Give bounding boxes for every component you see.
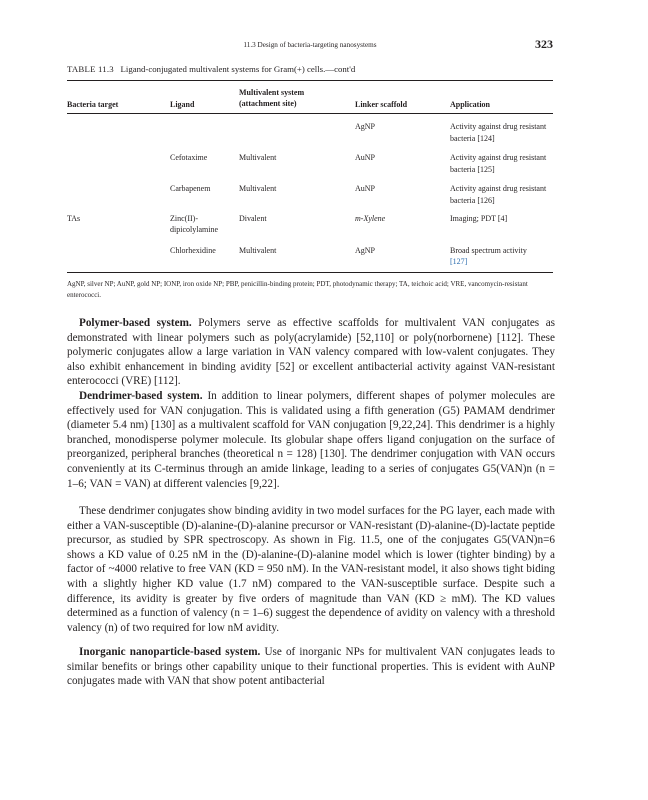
- paragraph-dendrimer: [67, 389, 555, 491]
- row3-ligand-cont: dipicolylamine: [170, 225, 218, 234]
- row0-application: Activity against drug resistant bacteria [124]: [450, 122, 547, 143]
- table-label: TABLE 11.3: [67, 64, 114, 74]
- heading-dendrimer: Dendrimer-based system.: [79, 390, 203, 402]
- paragraph-polymer: [67, 316, 555, 389]
- row2-ligand: Carbapenem: [170, 184, 211, 193]
- table-bottom-rule: [67, 272, 553, 273]
- paragraph-inorganic: [67, 645, 555, 689]
- header-attachment-site: (attachment site): [239, 99, 297, 108]
- row3-application: Imaging; PDT [4]: [450, 214, 508, 223]
- header-application: Application: [450, 100, 491, 109]
- text-dendrimer: In addition to linear polymers, different shapes of polymer molecules are effectively used for VAN conjugation. This is validated using a fifth generation (G5) PAMAM dendrimer (diameter 5.4 nm) [130] as a multivalent scaffold for VAN conjugation [9,22,24]. This dendrimer is a highly branched, monodisperse polymer molecule. Its globular shape offers ligand conjugation on the surface of preorganized, peripheral branches (theoretical n = 128) [130]. The dendrimer conjugation with VAN occurs conveniently at its C-terminus through an amide linkage, leading to a series of conjugates G5(VAN)n (n = 1–6; VAN = VAN) at different valencies [9,22].: [67, 390, 555, 490]
- text-polymer: Polymers serve as effective scaffolds for multivalent VAN conjugates as demonstrated with linear polymers such as poly(acrylamide) [52,110] or poly(norbornene) [112]. These polymeric conjugates allow a large variation in VAN valency compared with low-valent conjugates. They also exhibit enhancement in binding avidity [52] or excellent antibacterial activity against VAN-resistant enterococci (VRE) [112].: [67, 317, 556, 388]
- row3-system: Divalent: [239, 214, 267, 223]
- text-inorganic: Use of inorganic NPs for multivalent VAN conjugates leads to similar benefits or brings other capability unique to their functional properties. This is evident with AuNP conjugates made with VAN that show potent antibacterial: [67, 646, 556, 688]
- header-linker-scaffold: Linker scaffold: [355, 100, 408, 109]
- row3-ligand: Zinc(II)-: [170, 214, 198, 223]
- row2-system: Multivalent: [239, 184, 277, 193]
- header-ligand: Ligand: [170, 100, 195, 109]
- header-bacteria-target: Bacteria target: [67, 100, 119, 109]
- row1-ligand: Cefotaxime: [170, 153, 208, 162]
- table-caption: [67, 64, 355, 74]
- page-number: 323: [535, 37, 553, 51]
- row3-linker: m-Xylene: [355, 214, 386, 223]
- table-caption-text: Ligand-conjugated multivalent systems for Gram(+) cells.—cont'd: [120, 64, 356, 74]
- row4-application-ref: [127]: [450, 257, 468, 266]
- row1-application: Activity against drug resistant bacteria [125]: [450, 153, 547, 174]
- row2-linker: AuNP: [355, 184, 376, 193]
- table-header-rule: [67, 113, 553, 114]
- row4-application: Broad spectrum activity: [450, 246, 527, 255]
- row2-application: Activity against drug resistant bacteria [126]: [450, 184, 547, 205]
- row4-linker: AgNP: [355, 246, 376, 255]
- running-head: [67, 37, 553, 55]
- heading-inorganic: Inorganic nanoparticle-based system.: [79, 646, 261, 658]
- running-title: 11.3 Design of bacteria-targeting nanosystems: [243, 41, 377, 49]
- row1-linker: AuNP: [355, 153, 376, 162]
- header-multivalent-system: Multivalent system: [239, 88, 305, 97]
- paragraph-binding-avidity: These dendrimer conjugates show binding avidity in two model surfaces for the PG layer, each made with either a VAN-susceptible (D)-alanine-(D)-alanine precursor or VAN-resistant (D)-alanine-(D)-lactate peptide precursor, as studied by SPR spectroscopy. As shown in Fig. 11.5, one of the conjugates G5(VAN)n=6 shows a KD value of 0.25 nM in the (D)-alanine-(D)-alanine model which is lower (tighter binding) by a factor of ~4000 relative to free VAN (KD = 950 nM). In the VAN-resistant model, it also shows tight biding with a slightly higher KD value (1.7 nM) compared to the VAN-susceptible surface. Despite such a difference, its avidity is greater by five orders of magnitude than VAN (KD ≥ mM). The KD values determined as a function of valency (n = 1–6) suggest the dependence of avidity on valency with a threshold valency (n) of two required for low nM avidity.: [67, 505, 555, 634]
- row4-system: Multivalent: [239, 246, 277, 255]
- table-top-rule: [67, 80, 553, 81]
- row0-linker: AgNP: [355, 122, 376, 131]
- heading-polymer: Polymer-based system.: [79, 317, 192, 329]
- table-footnote: AgNP, silver NP; AuNP, gold NP; IONP, iron oxide NP; PBP, penicillin-binding protein; PDT, photodynamic therapy; TA, teichoic acid; VRE, vancomycin-resistant enterococci.: [67, 280, 528, 299]
- row3-target: TAs: [67, 214, 81, 223]
- row4-ligand: Chlorhexidine: [170, 246, 216, 255]
- row1-system: Multivalent: [239, 153, 277, 162]
